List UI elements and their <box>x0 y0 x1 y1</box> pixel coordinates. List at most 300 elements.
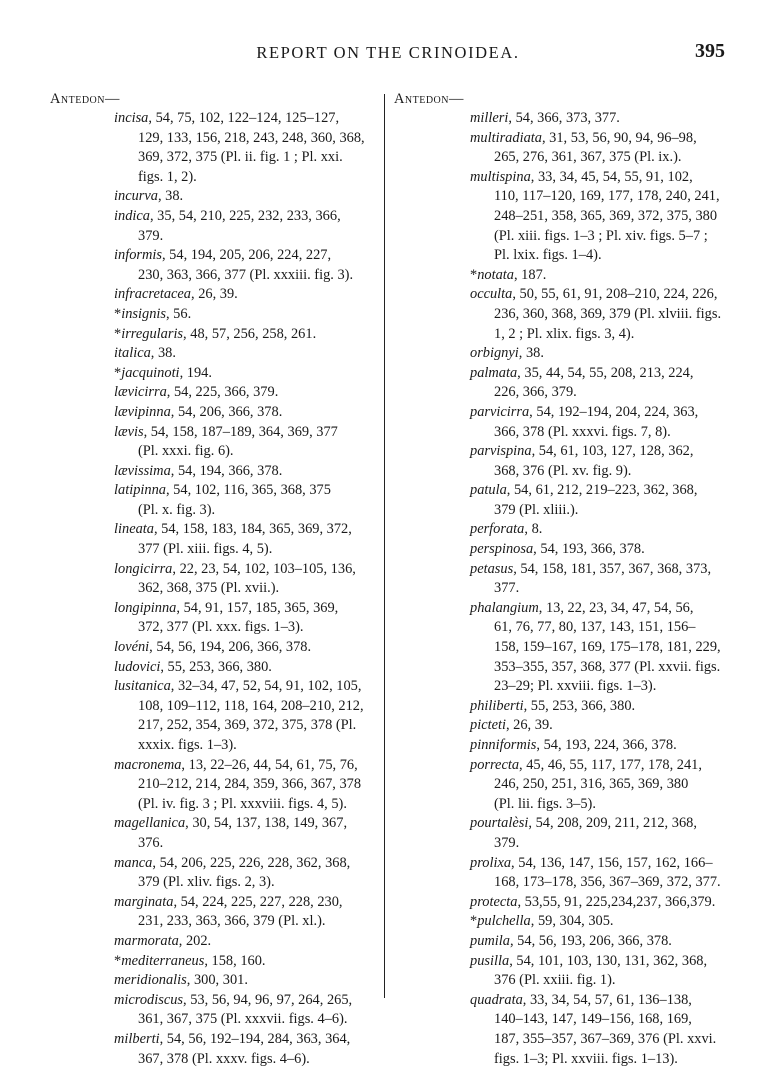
page-references: (Pl. lii. figs. 3–5). <box>494 796 596 812</box>
entry-first-line <box>494 854 728 874</box>
entry-first-line <box>138 814 382 834</box>
index-entry <box>50 285 382 305</box>
page-references: 367, 378 (Pl. xxxv. figs. 4–6). <box>138 1051 310 1067</box>
index-entry <box>394 442 728 481</box>
page-references: 187, 355–357, 367–369, 376 (Pl. xxvi. <box>494 1031 716 1047</box>
entry-continuation-line <box>138 442 382 462</box>
page-references: , 54, 158, 181, 357, 367, 368, 373, <box>513 561 711 577</box>
page-references: , 54, 136, 147, 156, 157, 162, 166– <box>511 855 712 871</box>
entry-first-line <box>494 285 728 305</box>
entry-first-line <box>494 168 728 188</box>
page-references: , 45, 46, 55, 117, 177, 178, 241, <box>519 757 702 773</box>
entry-first-line <box>494 932 728 952</box>
page-references: , 54, 194, 366, 378. <box>171 463 283 479</box>
page-references: , 300, 301. <box>187 972 248 988</box>
index-entry <box>394 540 728 560</box>
page-references: 265, 276, 361, 367, 375 (Pl. ix.). <box>494 149 681 165</box>
page-references: 217, 252, 354, 369, 372, 375, 378 (Pl. <box>138 717 356 733</box>
species-name: meridionalis <box>114 972 187 988</box>
species-name: palmata <box>470 365 517 381</box>
page-references: , 54, 193, 224, 366, 378. <box>536 737 676 753</box>
page-references: 230, 363, 366, 377 (Pl. xxxiii. fig. 3). <box>138 267 353 283</box>
page-references: , 38. <box>519 345 544 361</box>
species-name: pumila <box>470 933 510 949</box>
asterisk-mark: * <box>470 267 477 283</box>
species-name: picteti <box>470 717 506 733</box>
species-name: patula <box>470 482 507 498</box>
species-name: longipinna <box>114 600 176 616</box>
entry-continuation-line <box>494 1030 728 1050</box>
entry-first-line <box>494 344 728 364</box>
species-name: milberti <box>114 1031 160 1047</box>
species-name: marmorata <box>114 933 179 949</box>
page-references: 226, 366, 379. <box>494 384 577 400</box>
page-references: , 54, 56, 193, 206, 366, 378. <box>510 933 672 949</box>
entry-continuation-line <box>494 187 728 207</box>
entry-first-line <box>138 560 382 580</box>
page-references: (Pl. xxxi. fig. 6). <box>138 443 234 459</box>
entry-continuation-line <box>494 795 728 815</box>
index-entry <box>50 462 382 482</box>
entry-first-line <box>494 893 728 913</box>
entry-first-line <box>138 187 382 207</box>
entry-continuation-line <box>494 677 728 697</box>
index-entry <box>50 756 382 815</box>
entry-first-line <box>494 912 728 932</box>
entry-first-line <box>494 756 728 776</box>
entry-first-line <box>138 520 382 540</box>
page-references: , 53, 56, 94, 96, 97, 264, 265, <box>183 992 352 1008</box>
page-references: , 32–34, 47, 52, 54, 91, 102, 105, <box>171 678 362 694</box>
species-name: longicirra <box>114 561 172 577</box>
entry-continuation-line <box>138 1010 382 1030</box>
page-references: , 13, 22, 23, 34, 47, 54, 56, <box>539 600 694 616</box>
page-references: 231, 233, 363, 366, 379 (Pl. xl.). <box>138 913 325 929</box>
index-entry <box>394 560 728 599</box>
entry-continuation-line <box>138 697 382 717</box>
page-references: , 35, 44, 54, 55, 208, 213, 224, <box>517 365 693 381</box>
entry-first-line <box>494 952 728 972</box>
entry-first-line <box>494 266 728 286</box>
entry-first-line <box>494 129 728 149</box>
species-name: orbignyi <box>470 345 519 361</box>
page-references: , 54, 61, 103, 127, 128, 362, <box>532 443 694 459</box>
species-name: manca <box>114 855 152 871</box>
entry-first-line <box>494 540 728 560</box>
entry-first-line <box>138 971 382 991</box>
entry-first-line <box>494 697 728 717</box>
species-name: irregularis <box>121 326 183 342</box>
species-name: quadrata <box>470 992 523 1008</box>
index-entry <box>394 952 728 991</box>
page-references: 372, 377 (Pl. xxx. figs. 1–3). <box>138 619 304 635</box>
index-entry <box>50 403 382 423</box>
index-entry <box>394 109 728 129</box>
entry-list <box>394 109 728 1069</box>
page-references: 1, 2 ; Pl. xlix. figs. 3, 4). <box>494 326 634 342</box>
page-references: 379 (Pl. xliv. figs. 2, 3). <box>138 874 275 890</box>
page-references: (Pl. x. fig. 3). <box>138 502 215 518</box>
entry-continuation-line <box>138 266 382 286</box>
page-references: , 158, 160. <box>204 953 265 969</box>
page-references: , 54, 101, 103, 130, 131, 362, 368, <box>509 953 707 969</box>
entry-first-line <box>494 364 728 384</box>
species-name: insignis <box>121 306 166 322</box>
index-entry <box>394 266 728 286</box>
entry-continuation-line <box>494 873 728 893</box>
page-number: 395 <box>695 40 725 63</box>
page-references: figs. 1, 2). <box>138 169 197 185</box>
asterisk-mark: * <box>114 326 121 342</box>
species-name: perspinosa <box>470 541 533 557</box>
index-entry <box>394 912 728 932</box>
page-references: , 54, 224, 225, 227, 228, 230, <box>173 894 342 910</box>
entry-continuation-line <box>494 148 728 168</box>
species-name: macronema <box>114 757 181 773</box>
species-name: pusilla <box>470 953 509 969</box>
page-references: , 54, 75, 102, 122–124, 125–127, <box>148 110 339 126</box>
species-name: occulta <box>470 286 512 302</box>
page-references: , 31, 53, 56, 90, 94, 96–98, <box>542 130 697 146</box>
entry-continuation-line <box>138 912 382 932</box>
species-name: microdiscus <box>114 992 183 1008</box>
entry-continuation-line <box>138 579 382 599</box>
species-name: lævipinna <box>114 404 171 420</box>
entry-continuation-line <box>494 383 728 403</box>
entry-first-line <box>138 481 382 501</box>
species-name: incurva <box>114 188 158 204</box>
page-references: , 202. <box>179 933 211 949</box>
page-references: , 38. <box>158 188 183 204</box>
genus-heading: Antedon— <box>394 90 728 109</box>
page-references: , 54, 61, 212, 219–223, 362, 368, <box>507 482 698 498</box>
page-references: , 22, 23, 54, 102, 103–105, 136, <box>172 561 355 577</box>
species-name: marginata <box>114 894 173 910</box>
species-name: jacquinoti <box>121 365 179 381</box>
entry-first-line <box>494 736 728 756</box>
index-entry <box>394 893 728 913</box>
page-references: , 54, 91, 157, 185, 365, 369, <box>176 600 338 616</box>
entry-first-line <box>138 893 382 913</box>
species-name: phalangium <box>470 600 539 616</box>
index-entry <box>394 520 728 540</box>
entry-first-line <box>138 109 382 129</box>
entry-continuation-line <box>494 462 728 482</box>
entry-first-line <box>138 658 382 678</box>
entry-continuation-line <box>138 540 382 560</box>
entry-continuation-line <box>138 227 382 247</box>
species-name: pulchella <box>477 913 531 929</box>
entry-first-line <box>138 246 382 266</box>
page-references: (Pl. iv. fig. 3 ; Pl. xxxviii. figs. 4, 5). <box>138 796 347 812</box>
page-references: 236, 360, 368, 369, 379 (Pl. xlviii. figs. <box>494 306 721 322</box>
page-references: , 54, 206, 225, 226, 228, 362, 368, <box>152 855 350 871</box>
page-references: 246, 250, 251, 316, 365, 369, 380 <box>494 776 688 792</box>
page-references: , 50, 55, 61, 91, 208–210, 224, 226, <box>512 286 717 302</box>
entry-continuation-line <box>494 618 728 638</box>
index-entry <box>50 1030 382 1069</box>
index-entry <box>394 854 728 893</box>
index-entry <box>394 481 728 520</box>
asterisk-mark: * <box>114 953 121 969</box>
species-name: notata <box>477 267 514 283</box>
species-name: lævicirra <box>114 384 167 400</box>
page-references: , 54, 102, 116, 365, 368, 375 <box>166 482 331 498</box>
page-references: 353–355, 357, 368, 377 (Pl. xxvii. figs. <box>494 659 720 675</box>
index-entry <box>50 854 382 893</box>
index-entry <box>394 756 728 815</box>
index-entry <box>50 520 382 559</box>
page-references: , 54, 56, 194, 206, 366, 378. <box>149 639 311 655</box>
index-entry <box>50 325 382 345</box>
index-entry <box>394 285 728 344</box>
entry-continuation-line <box>494 775 728 795</box>
entry-first-line <box>138 1030 382 1050</box>
entry-continuation-line <box>138 873 382 893</box>
index-entry <box>50 364 382 384</box>
entry-continuation-line <box>494 246 728 266</box>
entry-continuation-line <box>138 1050 382 1069</box>
species-name: lusitanica <box>114 678 171 694</box>
entry-continuation-line <box>494 207 728 227</box>
index-entry <box>50 658 382 678</box>
index-entry <box>50 932 382 952</box>
index-entry <box>50 599 382 638</box>
page-references: , 8. <box>524 521 542 537</box>
entry-first-line <box>494 814 728 834</box>
index-entry <box>50 814 382 853</box>
index-entry <box>50 423 382 462</box>
page-references: 61, 76, 77, 80, 137, 143, 151, 156– <box>494 619 695 635</box>
species-name: lovéni <box>114 639 149 655</box>
species-name: perforata <box>470 521 524 537</box>
page-references: , 54, 192–194, 204, 224, 363, <box>529 404 698 420</box>
species-name: italica <box>114 345 151 361</box>
entry-first-line <box>494 560 728 580</box>
index-entry <box>50 971 382 991</box>
index-entry <box>394 991 728 1069</box>
entry-first-line <box>494 991 728 1011</box>
species-name: philiberti <box>470 698 524 714</box>
entry-first-line <box>138 677 382 697</box>
entry-continuation-line <box>494 658 728 678</box>
index-entry <box>50 481 382 520</box>
species-name: informis <box>114 247 162 263</box>
asterisk-mark: * <box>114 365 121 381</box>
index-entry <box>50 109 382 187</box>
page-references: 379. <box>138 228 163 244</box>
entry-first-line <box>494 520 728 540</box>
page-references: 379. <box>494 835 519 851</box>
page-references: , 54, 225, 366, 379. <box>167 384 279 400</box>
entry-first-line <box>138 952 382 972</box>
right-column <box>394 90 728 1069</box>
page-references: , 54, 208, 209, 211, 212, 368, <box>528 815 697 831</box>
page-references: , 54, 366, 373, 377. <box>508 110 620 126</box>
species-name: petasus <box>470 561 513 577</box>
index-entry <box>394 364 728 403</box>
entry-continuation-line <box>138 716 382 736</box>
entry-first-line <box>138 285 382 305</box>
running-title: REPORT ON THE CRINOIDEA. <box>0 43 776 63</box>
entry-first-line <box>494 109 728 129</box>
species-name: incisa <box>114 110 148 126</box>
species-name: pinniformis <box>470 737 536 753</box>
page-references: 129, 133, 156, 218, 243, 248, 360, 368, <box>138 130 365 146</box>
entry-first-line <box>138 462 382 482</box>
page-references: 210–212, 214, 284, 359, 366, 367, 378 <box>138 776 361 792</box>
page-references: 168, 173–178, 356, 367–369, 372, 377. <box>494 874 721 890</box>
entry-first-line <box>494 442 728 462</box>
species-name: lineata <box>114 521 154 537</box>
species-name: indica <box>114 208 150 224</box>
page-references: Pl. lxix. figs. 1–4). <box>494 247 602 263</box>
entry-continuation-line <box>494 423 728 443</box>
entry-continuation-line <box>138 618 382 638</box>
entry-continuation-line <box>138 736 382 756</box>
index-entry <box>50 638 382 658</box>
page-references: , 33, 34, 45, 54, 55, 91, 102, <box>531 169 693 185</box>
page-references: , 54, 194, 205, 206, 224, 227, <box>162 247 331 263</box>
species-name: prolixa <box>470 855 511 871</box>
entry-continuation-line <box>494 227 728 247</box>
entry-continuation-line <box>494 638 728 658</box>
species-name: ludovici <box>114 659 160 675</box>
page-references: , 26, 39. <box>506 717 553 733</box>
page-references: xxxix. figs. 1–3). <box>138 737 237 753</box>
entry-continuation-line <box>138 795 382 815</box>
species-name: milleri <box>470 110 508 126</box>
species-name: pourtalèsi <box>470 815 528 831</box>
page-references: , 54, 206, 366, 378. <box>171 404 283 420</box>
entry-first-line <box>138 932 382 952</box>
page-references: 368, 376 (Pl. xv. fig. 9). <box>494 463 631 479</box>
entry-first-line <box>138 423 382 443</box>
entry-first-line <box>138 305 382 325</box>
species-name: mediterraneus <box>121 953 204 969</box>
index-entry <box>50 207 382 246</box>
page-references: , 55, 253, 366, 380. <box>160 659 272 675</box>
entry-continuation-line <box>494 501 728 521</box>
page-references: , 13, 22–26, 44, 54, 61, 75, 76, <box>181 757 357 773</box>
page-references: figs. 1–3; Pl. xxviii. figs. 1–13). <box>494 1051 678 1067</box>
entry-continuation-line <box>138 834 382 854</box>
page-references: 369, 372, 375 (Pl. ii. fig. 1 ; Pl. xxi. <box>138 149 343 165</box>
page-references: , 54, 56, 192–194, 284, 363, 364, <box>160 1031 351 1047</box>
page-references: 377. <box>494 580 519 596</box>
species-name: lævis <box>114 424 144 440</box>
species-name: parvicirra <box>470 404 529 420</box>
page-references: , 55, 253, 366, 380. <box>524 698 636 714</box>
entry-continuation-line <box>494 834 728 854</box>
entry-continuation-line <box>138 775 382 795</box>
index-entry <box>50 560 382 599</box>
entry-continuation-line <box>494 305 728 325</box>
entry-first-line <box>138 364 382 384</box>
entry-first-line <box>138 207 382 227</box>
column-divider <box>384 94 385 998</box>
asterisk-mark: * <box>470 913 477 929</box>
page-references: , 48, 57, 256, 258, 261. <box>183 326 316 342</box>
index-entry <box>394 168 728 266</box>
species-name: protecta <box>470 894 517 910</box>
entry-first-line <box>494 403 728 423</box>
page-references: 140–143, 147, 149–156, 168, 169, <box>494 1011 692 1027</box>
entry-continuation-line <box>138 168 382 188</box>
page-references: , 30, 54, 137, 138, 149, 367, <box>185 815 347 831</box>
entry-first-line <box>138 403 382 423</box>
page-references: , 33, 34, 54, 57, 61, 136–138, <box>523 992 692 1008</box>
page-references: 23–29; Pl. xxviii. figs. 1–3). <box>494 678 656 694</box>
entry-continuation-line <box>138 148 382 168</box>
entry-continuation-line <box>494 1050 728 1069</box>
index-entry <box>394 599 728 697</box>
page-references: , 59, 304, 305. <box>531 913 614 929</box>
index-entry <box>394 736 728 756</box>
species-name: magellanica <box>114 815 185 831</box>
entry-continuation-line <box>494 1010 728 1030</box>
species-name: infracretacea <box>114 286 191 302</box>
page-references: , 26, 39. <box>191 286 238 302</box>
entry-first-line <box>138 599 382 619</box>
entry-first-line <box>494 599 728 619</box>
index-entry <box>394 129 728 168</box>
asterisk-mark: * <box>114 306 121 322</box>
entry-first-line <box>138 638 382 658</box>
entry-continuation-line <box>138 501 382 521</box>
genus-heading: Antedon— <box>50 90 382 109</box>
page-references: 366, 378 (Pl. xxxvi. figs. 7, 8). <box>494 424 671 440</box>
species-name: multispina <box>470 169 531 185</box>
index-entry <box>50 677 382 755</box>
page-references: 379 (Pl. xliii.). <box>494 502 578 518</box>
page-references: 158, 159–167, 169, 175–178, 181, 229, <box>494 639 721 655</box>
entry-continuation-line <box>494 579 728 599</box>
page-references: 377 (Pl. xiii. figs. 4, 5). <box>138 541 272 557</box>
entry-first-line <box>138 991 382 1011</box>
index-entry <box>50 991 382 1030</box>
page-references: , 54, 193, 366, 378. <box>533 541 645 557</box>
entry-continuation-line <box>494 971 728 991</box>
index-entry <box>50 952 382 972</box>
species-name: lævissima <box>114 463 171 479</box>
page-references: 376. <box>138 835 163 851</box>
entry-first-line <box>138 854 382 874</box>
species-name: latipinna <box>114 482 166 498</box>
page-references: (Pl. xiii. figs. 1–3 ; Pl. xiv. figs. 5–7 ; <box>494 228 708 244</box>
index-entry <box>394 344 728 364</box>
page-references: , 38. <box>151 345 176 361</box>
index-entry <box>394 716 728 736</box>
page-references: 110, 117–120, 169, 177, 178, 240, 241, <box>494 188 720 204</box>
index-entry <box>394 697 728 717</box>
page-references: , 187. <box>514 267 546 283</box>
index-entry <box>50 305 382 325</box>
index-entry <box>394 403 728 442</box>
page-references: , 35, 54, 210, 225, 232, 233, 366, <box>150 208 341 224</box>
index-entry <box>394 814 728 853</box>
page-references: 362, 368, 375 (Pl. xvii.). <box>138 580 279 596</box>
entry-first-line <box>494 481 728 501</box>
index-entry <box>50 187 382 207</box>
page-references: 376 (Pl. xxiii. fig. 1). <box>494 972 616 988</box>
entry-first-line <box>138 325 382 345</box>
index-entry <box>50 893 382 932</box>
page-references: 108, 109–112, 118, 164, 208–210, 212, <box>138 698 364 714</box>
entry-first-line <box>138 756 382 776</box>
left-column <box>50 90 382 1069</box>
page-references: , 56. <box>166 306 191 322</box>
